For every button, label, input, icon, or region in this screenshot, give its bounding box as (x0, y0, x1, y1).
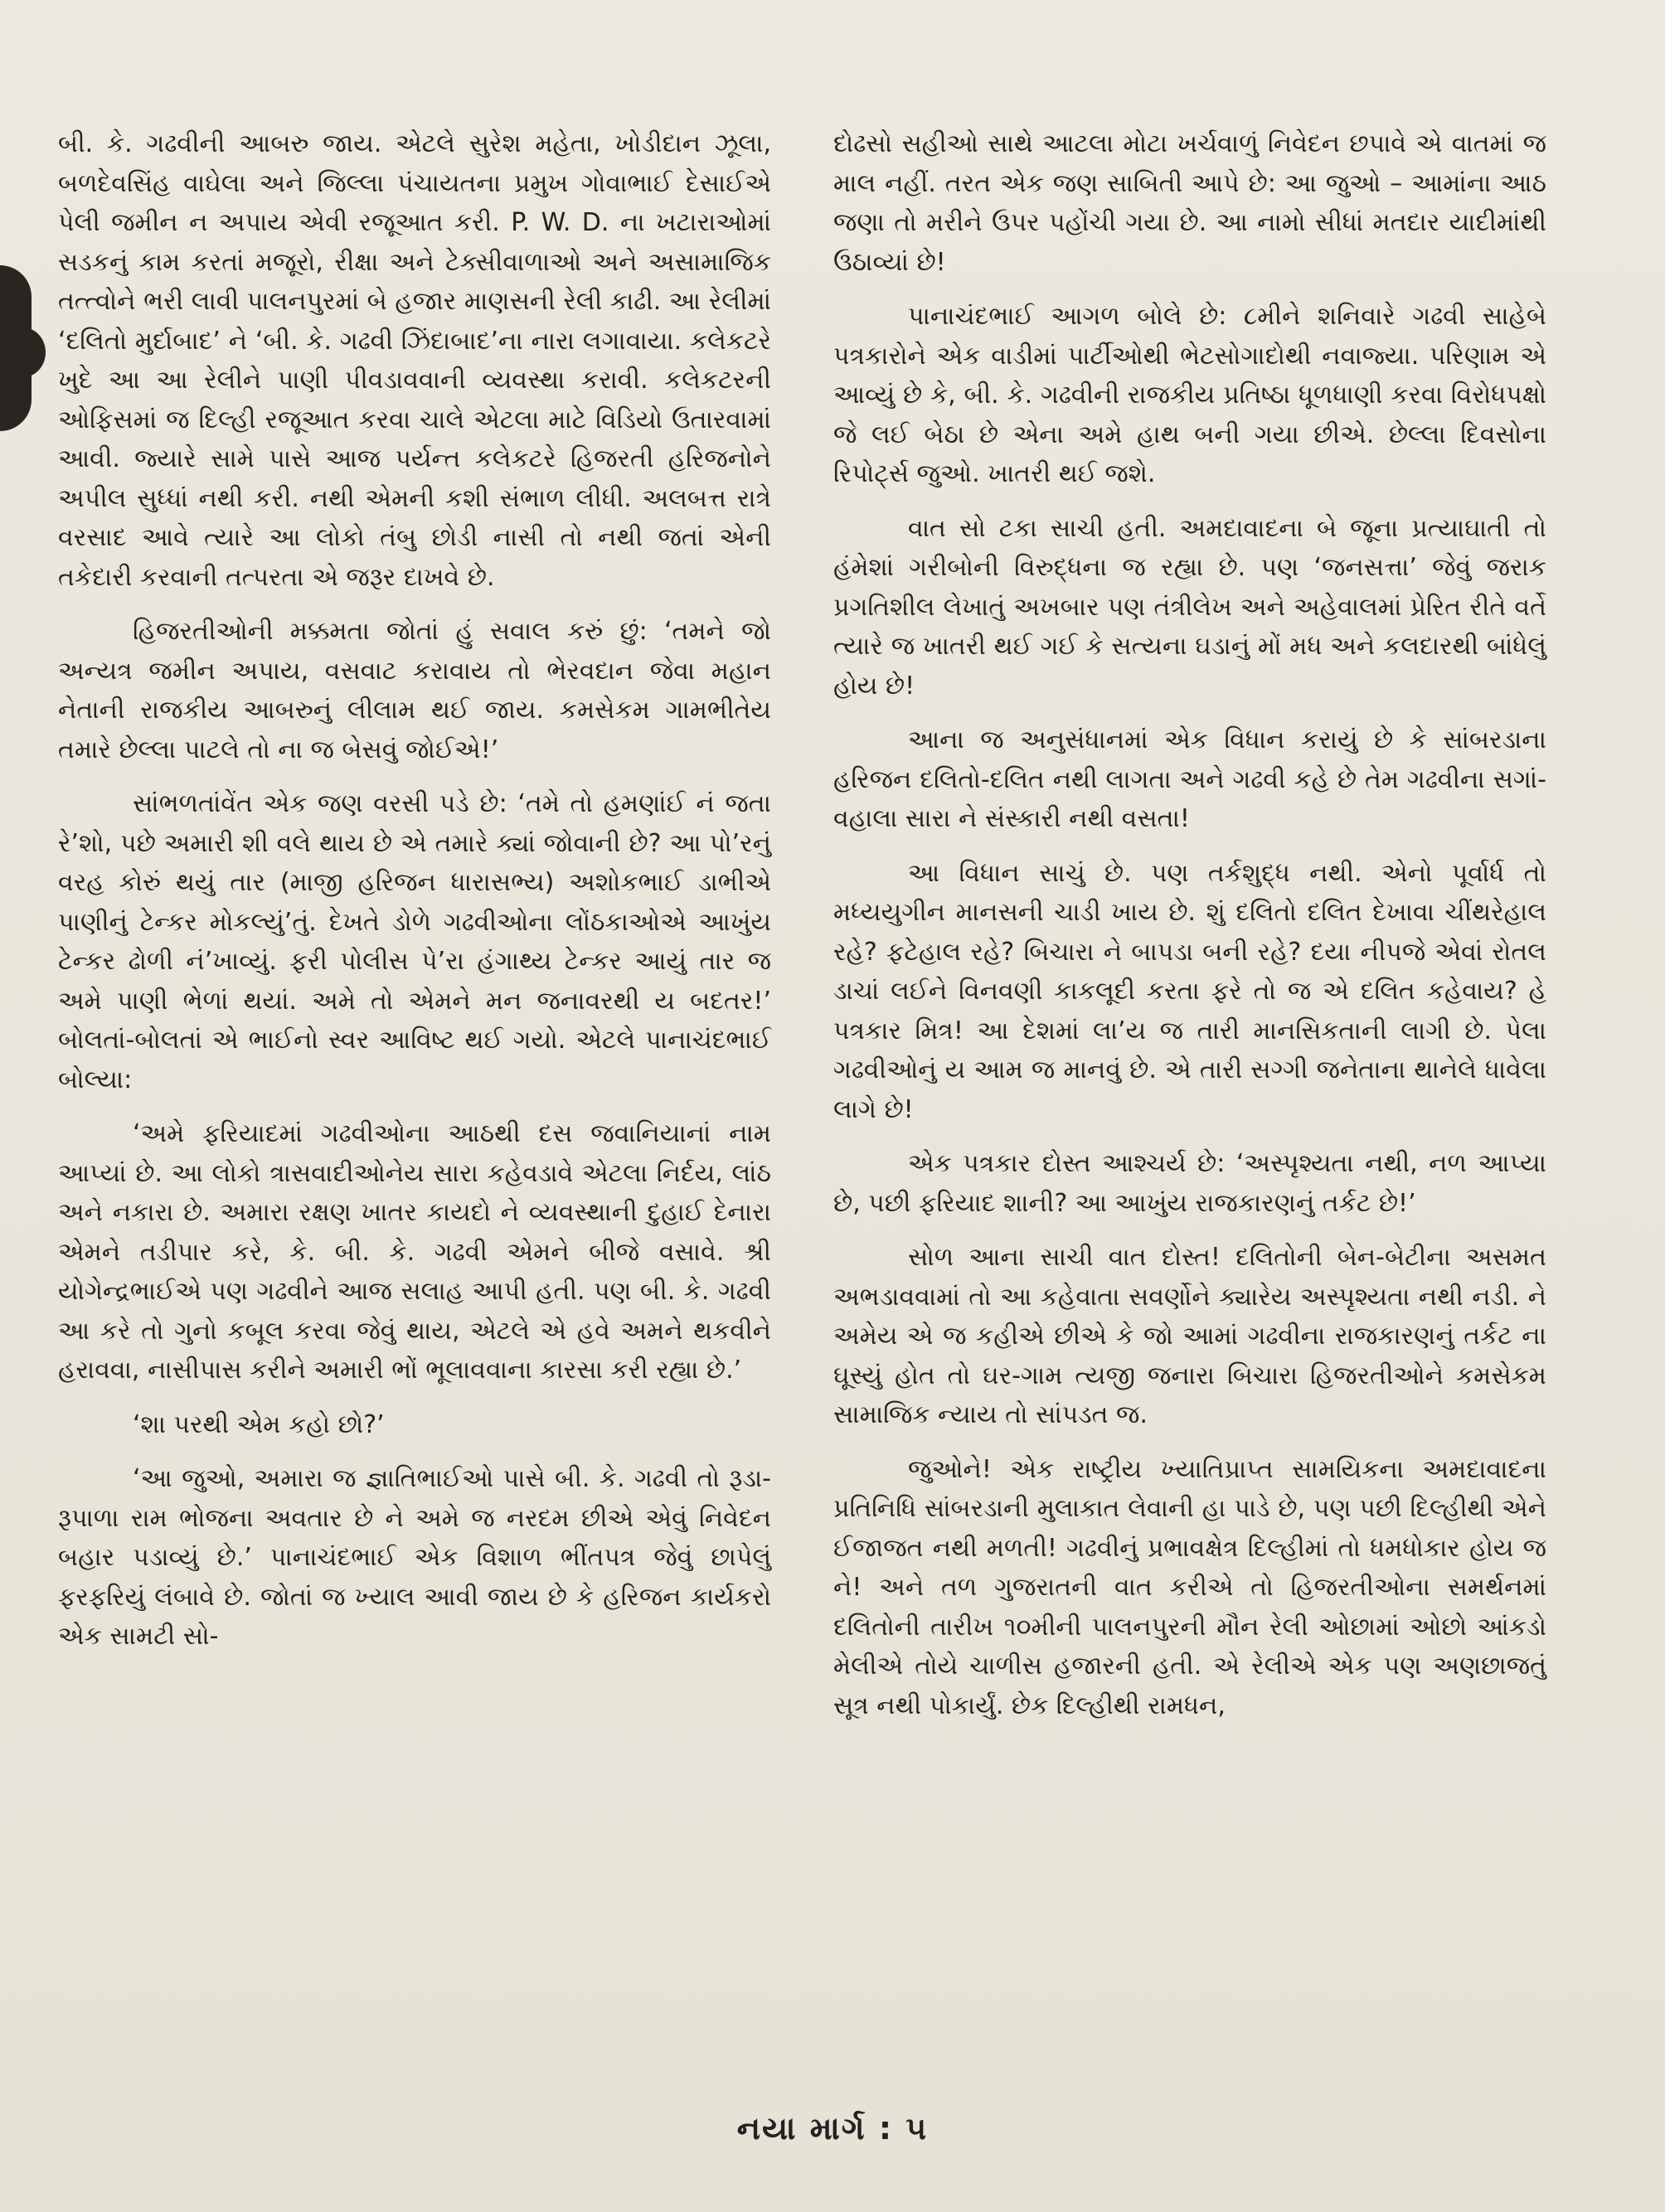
paragraph: પાનાચંદભાઈ આગળ બોલે છે: ૮મીને શનિવારે ગઢવી સાહેબે પત્રકારોને એક વાડીમાં પાર્ટીઓથી ભેટસોગાદોથી નવાજ્યા. પરિણામ એ આવ્યું છે કે, બી. કે. ગઢવીની રાજકીય પ્રતિષ્ઠા ધૂળધાણી કરવા વિરોધપક્ષો જે લઈ બેઠા છે એના અમે હાથ બની ગયા છીએ. છેલ્લા દિવસોના રિપોર્ટ્સ જુઓ. ખાતરી થઈ જશે. (833, 302, 1546, 488)
page-damage-mark (0, 327, 46, 377)
paragraph: વાત સો ટકા સાચી હતી. અમદાવાદના બે જૂના પ્રત્યાઘાતી તો હંમેશાં ગરીબોની વિરુદ્ધના જ રહ્યા છે. પણ ‘જનસત્તા’ જેવું જરાક પ્રગતિશીલ લેખાતું અખબાર પણ તંત્રીલેખ અને અહેવાલમાં પ્રેરિત રીતે વર્તે ત્યારે જ ખાતરી થઈ ગઈ કે સત્યના ઘડાનું મોં મધ અને કલદારથી બાંધેલું હોય છે! (833, 513, 1546, 701)
paragraph: ‘આ જુઓ, અમારા જ જ્ઞાતિભાઈઓ પાસે બી. કે. ગઢવી તો રૂડા-રૂપાળા રામ ભોજના અવતાર છે ને અમે જ નરદમ છીએ એવું નિવેદન બહાર પડાવ્યું છે.’ પાનાચંદભાઈ એક વિશાળ ભીંતપત્ર જેવું છાપેલું ફરફરિયું લંબાવે છે. જોતાં જ ખ્યાલ આવી જાય છે કે હરિજન કાર્યકરો એક સામટી સો- (58, 1464, 771, 1651)
paragraph: જુઓને! એક રાષ્ટ્રીય ખ્યાતિપ્રાપ્ત સામયિકના અમદાવાદના પ્રતિનિધિ સાંબરડાની મુલાકાત લેવાની હા પાડે છે, પણ પછી દિલ્હીથી એને ઈજાજત નથી મળતી! ગઢવીનું પ્રભાવક્ષેત્ર દિલ્હીમાં તો ધમધોકાર હોય જ ને! અને તળ ગુજરાતની વાત કરીએ તો હિજરતીઓના સમર્થનમાં દલિતોની તારીખ ૧૦મીની પાલનપુરની મૌન રેલી ઓછામાં ઓછો આંકડો મેલીએ તોયે ચાળીસ હજારની હતી. એ રેલીએ એક પણ અણછાજતું સૂત્ર નથી પોકાર્યું. છેક દિલ્હીથી રામધન, (833, 1454, 1546, 1720)
left-column (58, 124, 771, 1671)
paragraph: સાંભળતાંવેંત એક જણ વરસી પડે છે: ‘તમે તો હમણાંઈ નં જતા રે’શો, પછે અમારી શી વલે થાય છે એ તમારે ક્યાં જોવાની છે? આ પો’રનું વરહ કોરું થયું તાર (માજી હરિજન ધારાસભ્ય) અશોકભાઈ ડાભીએ પાણીનું ટેન્કર મોકલ્યું’તું. દેખતે ડોળે ગઢવીઓના લોંઠકાઓએ આખુંય ટેન્કર ઢોળી નં’ખાવ્યું. ફરી પોલીસ પે’રા હંગાથ્ય ટેન્કર આયું તાર જ અમે પાણી ભેળાં થયાં. અમે તો એમને મન જનાવરથી ય બદતર!’ બોલતાં-બોલતાં એ ભાઈનો સ્વર આવિષ્ટ થઈ ગયો. એટલે પાનાચંદભાઈ બોલ્યા: (58, 789, 771, 1094)
paragraph: સોળ આના સાચી વાત દોસ્ત! દલિતોની બેન-બેટીના અસમત અભડાવવામાં તો આ કહેવાતા સવર્ણોને ક્યારેય અસ્પૃશ્યતા નથી નડી. ને અમેય એ જ કહીએ છીએ કે જો આમાં ગઢવીના રાજકારણનું તર્કટ ના ઘૂસ્યું હોત તો ઘર-ગામ ત્યજી જનારા બિચારા હિજરતીઓને કમસેકમ સામાજિક ન્યાય તો સાંપડત જ. (833, 1243, 1546, 1429)
paragraph: આ વિધાન સાચું છે. પણ તર્કશુદ્ધ નથી. એનો પૂર્વાર્ધ તો મધ્યયુગીન માનસની ચાડી ખાય છે. શું દલિતો દલિત દેખાવા ચીંથરેહાલ રહે? ફટેહાલ રહે? બિચારા ને બાપડા બની રહે? દયા નીપજે એવાં રોતલ ડાચાં લઈને વિનવણી કાકલૂદી કરતા ફરે તો જ એ દલિત કહેવાય? હે પત્રકાર મિત્ર! આ દેશમાં લા’ય જ તારી માનસિકતાની લાગી છે. પેલા ગઢવીઓનું ય આમ જ માનવું છે. એ તારી સગ્ગી જનેતાના થાનેલે ધાવેલા લાગે છે! (833, 858, 1546, 1124)
paragraph: ‘શા પરથી એમ કહો છો?’ (133, 1409, 385, 1439)
paragraph: આના જ અનુસંધાનમાં એક વિધાન કરાયું છે કે સાંબરડાના હરિજન દલિતો-દલિત નથી લાગતા અને ગઢવી કહે છે તેમ ગઢવીના સગાં-વહાલા સારા ને સંસ્કારી નથી વસતા! (833, 725, 1546, 833)
paragraph: બી. કે. ગઢવીની આબરુ જાય. એટલે સુરેશ મહેતા, ખોડીદાન ઝૂલા, બળદેવસિંહ વાઘેલા અને જિલ્લા પંચાયતના પ્રમુખ ગોવાભાઈ દેસાઈએ પેલી જમીન ન અપાય એવી રજૂઆત કરી. P. W. D. ના ખટારાઓમાં સડકનું કામ કરતાં મજૂરો, રીક્ષા અને ટેક્સીવાળાઓ અને અસામાજિક તત્ત્વોને ભરી લાવી પાલનપુરમાં બે હજાર માણસની રેલી કાઢી. આ રેલીમાં ‘દલિતો મુર્દાબાદ’ ને ‘બી. કે. ગઢવી ઝિંદાબાદ’ના નારા લગાવાયા. કલેકટરે ખુદે આ આ રેલીને પાણી પીવડાવવાની વ્યવસ્થા કરાવી. કલેકટરની ઓફિસમાં જ દિલ્હી રજૂઆત કરવા ચાલે એટલા માટે વિડિયો ઉતારવામાં આવી. જ્યારે સામે પાસે આજ પર્યન્ત કલેકટરે હિજરતી હરિજનોને અપીલ સુધ્ધાં નથી કરી. નથી એમની કશી સંભાળ લીધી. અલબત્ત રાત્રે વરસાદ આવે ત્યારે આ લોકો તંબુ છોડી નાસી તો નથી જતાં એની તકેદારી કરવાની તત્પરતા એ જરૂર દાખવે છે. (58, 129, 771, 592)
paragraph: એક પત્રકાર દોસ્ત આશ્ચર્ય છે: ‘અસ્પૃશ્યતા નથી, નળ આપ્યા છે, પછી ફરિયાદ શાની? આ આખુંય રાજકારણનું તર્કટ છે!’ (833, 1149, 1546, 1218)
page-footer: નયા માર્ગ : ૫ (736, 2110, 929, 2147)
right-column (833, 124, 1546, 1740)
paragraph: હિજરતીઓની મક્કમતા જોતાં હું સવાલ કરું છું: ‘તમને જો અન્યત્ર જમીન અપાય, વસવાટ કરાવાય તો ભેરવદાન જેવા મહાન નેતાની રાજકીય આબરુનું લીલામ થઈ જાય. કમસેકમ ગામભીતેય તમારે છેલ્લા પાટલે તો ના જ બેસવું જોઈએ!’ (58, 617, 771, 764)
paragraph: ‘અમે ફરિયાદમાં ગઢવીઓના આઠથી દસ જવાનિયાનાં નામ આપ્યાં છે. આ લોકો ત્રાસવાદીઓનેય સારા કહેવડાવે એટલા નિર્દય, લાંઠ અને નકારા છે. અમારા રક્ષણ ખાતર કાયદો ને વ્યવસ્થાની દુહાઈ દેનારા એમને તડીપાર કરે, કે. બી. કે. ગઢવી એમને બીજે વસાવે. શ્રી યોગેન્દ્રભાઈએ પણ ગઢવીને આજ સલાહ આપી હતી. પણ બી. કે. ગઢવી આ કરે તો ગુનો કબૂલ કરવા જેવું થાય, એટલે એ હવે અમને થકવીને હરાવવા, નાસીપાસ કરીને અમારી ભોં ભૂલાવવાના કારસા કરી રહ્યા છે.’ (58, 1119, 771, 1385)
paragraph: દોઢસો સહીઓ સાથે આટલા મોટા ખર્ચવાળું નિવેદન છપાવે એ વાતમાં જ માલ નહીં. તરત એક જણ સાબિતી આપે છે: આ જુઓ – આમાંના આઠ જણા તો મરીને ઉપર પહોંચી ગયા છે. આ નામો સીધાં મતદાર યાદીમાંથી ઉઠાવ્યાં છે! (833, 129, 1546, 277)
